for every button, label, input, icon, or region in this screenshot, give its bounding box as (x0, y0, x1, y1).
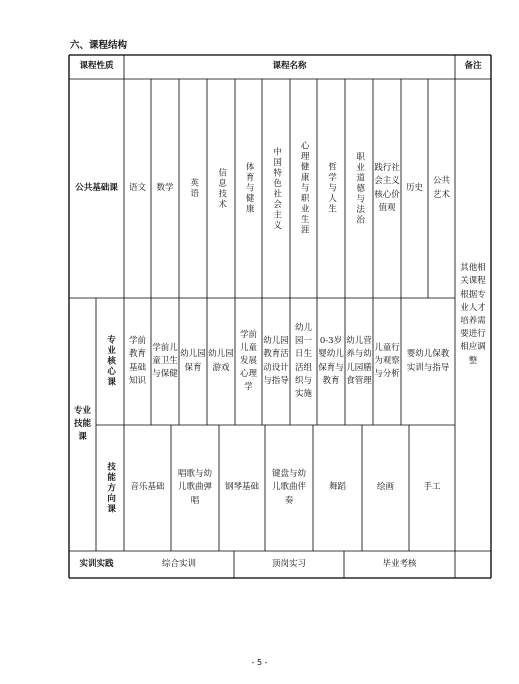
core-course: 学前儿童卫生与保健 (152, 342, 178, 380)
category-practice: 实训实践 (79, 558, 114, 569)
public-course: 公共艺术 (432, 176, 450, 200)
public-course: 哲学与人生 (326, 162, 337, 215)
core-course: 婴幼儿保教实训与指导 (406, 349, 450, 373)
remark-text: 其他相关课程根据专业人才培养需要进行相应调整 (460, 263, 486, 366)
subcategory-core: 专业核心课 (105, 335, 116, 388)
subcategory-direction: 技能方向课 (105, 461, 116, 515)
direction-course: 键盘与幼儿歌曲伴奏 (271, 469, 306, 506)
public-course: 践行社会主义核心价值观 (374, 163, 400, 213)
core-course: 幼儿园教育活动设计与指导 (263, 336, 289, 386)
header-course-nature: 课程性质 (79, 61, 114, 72)
public-course: 体育与健康 (244, 162, 255, 215)
public-course: 职业道德与法治 (354, 151, 365, 226)
section-heading: 六、课程结构 (70, 40, 128, 51)
core-course: 幼儿园游戏 (208, 349, 234, 373)
direction-course: 音乐基础 (130, 482, 165, 493)
header-remark: 备注 (464, 61, 482, 72)
core-course: 儿童行为观察与分析 (374, 342, 400, 380)
practice-item: 毕业考核 (382, 558, 417, 569)
direction-course: 唱歌与幼儿歌曲弹唱 (177, 469, 212, 506)
public-course: 心理健康与职业生涯 (299, 141, 310, 236)
public-course: 中国特色社会主义 (271, 146, 282, 231)
page-number: - 5 - (251, 658, 268, 667)
core-course: 学前教育基础知识 (128, 336, 146, 386)
core-course: 幼儿园一日生活组织与实施 (294, 322, 312, 399)
core-course: 幼儿园保育 (180, 349, 206, 373)
category-public-basic: 公共基础课 (75, 182, 118, 193)
header-course-name: 课程名称 (272, 61, 307, 72)
public-course: 数学 (156, 182, 174, 193)
core-course: 幼儿营养与幼儿园膳食管理 (346, 336, 372, 386)
practice-item: 综合实训 (161, 558, 196, 569)
public-course: 英语 (188, 178, 199, 199)
direction-course: 舞蹈 (328, 482, 346, 493)
core-course: 0-3岁婴幼儿保育与教育 (318, 336, 344, 386)
public-course: 信息技术 (216, 167, 227, 210)
practice-item: 顶岗实习 (271, 558, 306, 569)
public-course: 语文 (128, 182, 146, 193)
core-course: 学前儿童发展心理学 (239, 329, 257, 393)
direction-course: 手工 (423, 482, 441, 493)
public-course: 历史 (405, 182, 423, 193)
category-professional: 专业技能课 (73, 405, 91, 443)
direction-course: 绘画 (376, 482, 394, 493)
direction-course: 钢琴基础 (224, 482, 259, 493)
